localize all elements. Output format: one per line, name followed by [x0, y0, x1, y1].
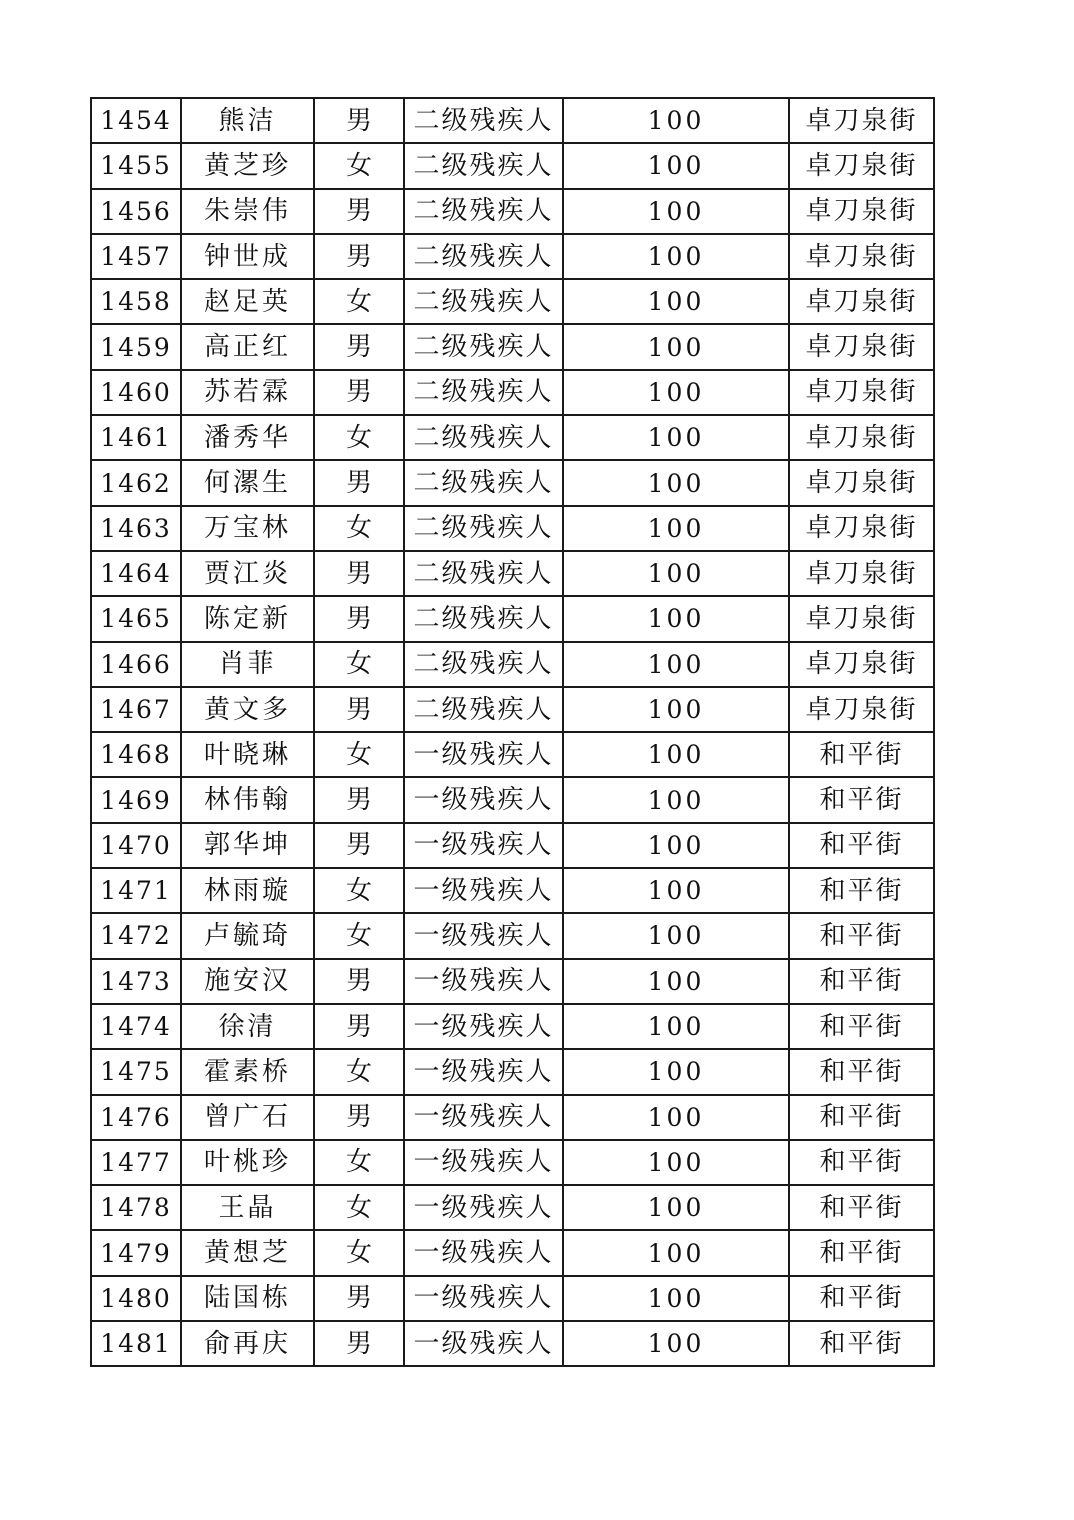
street-cell: 卓刀泉街	[789, 189, 934, 234]
name-cell: 万宝林	[181, 506, 314, 551]
table-row	[91, 1049, 934, 1094]
table-row	[91, 189, 934, 234]
disability-level-cell: 二级残疾人	[404, 506, 563, 551]
name-cell: 林雨璇	[181, 868, 314, 913]
name-cell: 俞再庆	[181, 1321, 314, 1366]
row-number-cell: 1480	[91, 1276, 181, 1321]
table-row	[91, 777, 934, 822]
disability-level-cell: 二级残疾人	[404, 642, 563, 687]
amount-cell: 100	[563, 777, 789, 822]
amount-cell: 100	[563, 460, 789, 505]
amount-cell: 100	[563, 551, 789, 596]
row-number-cell: 1472	[91, 913, 181, 958]
row-number-cell: 1466	[91, 642, 181, 687]
disability-level-cell: 二级残疾人	[404, 370, 563, 415]
disability-level-cell: 二级残疾人	[404, 234, 563, 279]
name-cell: 王晶	[181, 1185, 314, 1230]
street-cell: 卓刀泉街	[789, 642, 934, 687]
gender-cell: 女	[314, 1230, 404, 1275]
amount-cell: 100	[563, 687, 789, 732]
amount-cell: 100	[563, 732, 789, 777]
gender-cell: 女	[314, 642, 404, 687]
row-number-cell: 1481	[91, 1321, 181, 1366]
row-number-cell: 1461	[91, 415, 181, 460]
name-cell: 黄想芝	[181, 1230, 314, 1275]
disability-level-cell: 一级残疾人	[404, 1140, 563, 1185]
table-row	[91, 1321, 934, 1366]
table-row	[91, 1230, 934, 1275]
name-cell: 黄文多	[181, 687, 314, 732]
street-cell: 和平街	[789, 1095, 934, 1140]
disability-subsidy-table	[90, 97, 935, 1367]
amount-cell: 100	[563, 913, 789, 958]
disability-level-cell: 二级残疾人	[404, 415, 563, 460]
table-row	[91, 732, 934, 777]
amount-cell: 100	[563, 234, 789, 279]
gender-cell: 女	[314, 913, 404, 958]
table-row	[91, 370, 934, 415]
amount-cell: 100	[563, 143, 789, 188]
table-body	[91, 98, 934, 1366]
gender-cell: 男	[314, 1095, 404, 1140]
amount-cell: 100	[563, 324, 789, 369]
gender-cell: 男	[314, 98, 404, 143]
table-row	[91, 1140, 934, 1185]
row-number-cell: 1470	[91, 823, 181, 868]
gender-cell: 男	[314, 596, 404, 641]
row-number-cell: 1467	[91, 687, 181, 732]
name-cell: 赵足英	[181, 279, 314, 324]
gender-cell: 男	[314, 1004, 404, 1049]
row-number-cell: 1477	[91, 1140, 181, 1185]
street-cell: 和平街	[789, 1321, 934, 1366]
gender-cell: 男	[314, 823, 404, 868]
amount-cell: 100	[563, 642, 789, 687]
name-cell: 朱崇伟	[181, 189, 314, 234]
row-number-cell: 1454	[91, 98, 181, 143]
gender-cell: 男	[314, 324, 404, 369]
row-number-cell: 1473	[91, 959, 181, 1004]
name-cell: 何漯生	[181, 460, 314, 505]
row-number-cell: 1463	[91, 506, 181, 551]
disability-level-cell: 一级残疾人	[404, 1095, 563, 1140]
disability-level-cell: 二级残疾人	[404, 143, 563, 188]
street-cell: 和平街	[789, 1276, 934, 1321]
street-cell: 卓刀泉街	[789, 234, 934, 279]
table-row	[91, 279, 934, 324]
amount-cell: 100	[563, 823, 789, 868]
table-row	[91, 551, 934, 596]
amount-cell: 100	[563, 279, 789, 324]
gender-cell: 女	[314, 506, 404, 551]
row-number-cell: 1474	[91, 1004, 181, 1049]
row-number-cell: 1468	[91, 732, 181, 777]
row-number-cell: 1455	[91, 143, 181, 188]
street-cell: 卓刀泉街	[789, 324, 934, 369]
street-cell: 卓刀泉街	[789, 98, 934, 143]
street-cell: 和平街	[789, 1230, 934, 1275]
table-row	[91, 98, 934, 143]
row-number-cell: 1469	[91, 777, 181, 822]
street-cell: 卓刀泉街	[789, 415, 934, 460]
name-cell: 叶晓琳	[181, 732, 314, 777]
amount-cell: 100	[563, 1185, 789, 1230]
gender-cell: 女	[314, 1049, 404, 1094]
row-number-cell: 1456	[91, 189, 181, 234]
name-cell: 高正红	[181, 324, 314, 369]
street-cell: 和平街	[789, 1140, 934, 1185]
gender-cell: 男	[314, 1276, 404, 1321]
name-cell: 郭华坤	[181, 823, 314, 868]
table-row	[91, 823, 934, 868]
disability-level-cell: 二级残疾人	[404, 324, 563, 369]
name-cell: 林伟翰	[181, 777, 314, 822]
row-number-cell: 1460	[91, 370, 181, 415]
disability-level-cell: 二级残疾人	[404, 551, 563, 596]
gender-cell: 男	[314, 370, 404, 415]
gender-cell: 女	[314, 279, 404, 324]
gender-cell: 女	[314, 1185, 404, 1230]
name-cell: 陈定新	[181, 596, 314, 641]
table-row	[91, 596, 934, 641]
amount-cell: 100	[563, 1095, 789, 1140]
name-cell: 肖菲	[181, 642, 314, 687]
gender-cell: 男	[314, 687, 404, 732]
row-number-cell: 1457	[91, 234, 181, 279]
amount-cell: 100	[563, 868, 789, 913]
disability-level-cell: 一级残疾人	[404, 913, 563, 958]
gender-cell: 女	[314, 1140, 404, 1185]
table-row	[91, 1095, 934, 1140]
street-cell: 和平街	[789, 1004, 934, 1049]
disability-level-cell: 二级残疾人	[404, 98, 563, 143]
table-row	[91, 324, 934, 369]
amount-cell: 100	[563, 596, 789, 641]
street-cell: 和平街	[789, 913, 934, 958]
gender-cell: 男	[314, 234, 404, 279]
name-cell: 陆国栋	[181, 1276, 314, 1321]
street-cell: 卓刀泉街	[789, 143, 934, 188]
table-row	[91, 234, 934, 279]
disability-level-cell: 一级残疾人	[404, 823, 563, 868]
table-row	[91, 913, 934, 958]
row-number-cell: 1458	[91, 279, 181, 324]
table-row	[91, 143, 934, 188]
name-cell: 贾江炎	[181, 551, 314, 596]
name-cell: 熊洁	[181, 98, 314, 143]
gender-cell: 男	[314, 959, 404, 1004]
table-row	[91, 642, 934, 687]
street-cell: 卓刀泉街	[789, 506, 934, 551]
table-row	[91, 1276, 934, 1321]
amount-cell: 100	[563, 1049, 789, 1094]
row-number-cell: 1465	[91, 596, 181, 641]
disability-level-cell: 二级残疾人	[404, 460, 563, 505]
street-cell: 卓刀泉街	[789, 279, 934, 324]
amount-cell: 100	[563, 1276, 789, 1321]
disability-level-cell: 一级残疾人	[404, 868, 563, 913]
name-cell: 黄芝珍	[181, 143, 314, 188]
table-row	[91, 959, 934, 1004]
row-number-cell: 1479	[91, 1230, 181, 1275]
street-cell: 和平街	[789, 732, 934, 777]
table-row	[91, 868, 934, 913]
disability-level-cell: 一级残疾人	[404, 1004, 563, 1049]
disability-level-cell: 一级残疾人	[404, 1321, 563, 1366]
row-number-cell: 1462	[91, 460, 181, 505]
disability-level-cell: 二级残疾人	[404, 189, 563, 234]
name-cell: 苏若霖	[181, 370, 314, 415]
street-cell: 和平街	[789, 959, 934, 1004]
disability-level-cell: 一级残疾人	[404, 1276, 563, 1321]
amount-cell: 100	[563, 98, 789, 143]
table-row	[91, 1185, 934, 1230]
gender-cell: 女	[314, 868, 404, 913]
disability-level-cell: 一级残疾人	[404, 1185, 563, 1230]
gender-cell: 女	[314, 732, 404, 777]
name-cell: 霍素桥	[181, 1049, 314, 1094]
gender-cell: 男	[314, 189, 404, 234]
street-cell: 卓刀泉街	[789, 370, 934, 415]
gender-cell: 男	[314, 551, 404, 596]
street-cell: 和平街	[789, 868, 934, 913]
table-row	[91, 460, 934, 505]
gender-cell: 男	[314, 1321, 404, 1366]
name-cell: 潘秀华	[181, 415, 314, 460]
row-number-cell: 1464	[91, 551, 181, 596]
street-cell: 卓刀泉街	[789, 551, 934, 596]
amount-cell: 100	[563, 1140, 789, 1185]
amount-cell: 100	[563, 189, 789, 234]
gender-cell: 男	[314, 777, 404, 822]
amount-cell: 100	[563, 1004, 789, 1049]
amount-cell: 100	[563, 1321, 789, 1366]
row-number-cell: 1459	[91, 324, 181, 369]
name-cell: 徐清	[181, 1004, 314, 1049]
name-cell: 卢毓琦	[181, 913, 314, 958]
street-cell: 卓刀泉街	[789, 687, 934, 732]
disability-level-cell: 二级残疾人	[404, 687, 563, 732]
street-cell: 和平街	[789, 777, 934, 822]
street-cell: 和平街	[789, 823, 934, 868]
name-cell: 施安汉	[181, 959, 314, 1004]
disability-level-cell: 一级残疾人	[404, 732, 563, 777]
row-number-cell: 1478	[91, 1185, 181, 1230]
amount-cell: 100	[563, 506, 789, 551]
street-cell: 卓刀泉街	[789, 596, 934, 641]
name-cell: 钟世成	[181, 234, 314, 279]
street-cell: 和平街	[789, 1049, 934, 1094]
disability-level-cell: 一级残疾人	[404, 777, 563, 822]
table-row	[91, 1004, 934, 1049]
name-cell: 曾广石	[181, 1095, 314, 1140]
disability-level-cell: 二级残疾人	[404, 596, 563, 641]
row-number-cell: 1476	[91, 1095, 181, 1140]
table-row	[91, 506, 934, 551]
name-cell: 叶桃珍	[181, 1140, 314, 1185]
gender-cell: 男	[314, 460, 404, 505]
row-number-cell: 1471	[91, 868, 181, 913]
amount-cell: 100	[563, 370, 789, 415]
amount-cell: 100	[563, 959, 789, 1004]
gender-cell: 女	[314, 415, 404, 460]
gender-cell: 女	[314, 143, 404, 188]
street-cell: 和平街	[789, 1185, 934, 1230]
disability-level-cell: 一级残疾人	[404, 1049, 563, 1094]
disability-level-cell: 一级残疾人	[404, 959, 563, 1004]
amount-cell: 100	[563, 1230, 789, 1275]
table-row	[91, 687, 934, 732]
table-row	[91, 415, 934, 460]
disability-level-cell: 二级残疾人	[404, 279, 563, 324]
disability-level-cell: 一级残疾人	[404, 1230, 563, 1275]
amount-cell: 100	[563, 415, 789, 460]
street-cell: 卓刀泉街	[789, 460, 934, 505]
row-number-cell: 1475	[91, 1049, 181, 1094]
